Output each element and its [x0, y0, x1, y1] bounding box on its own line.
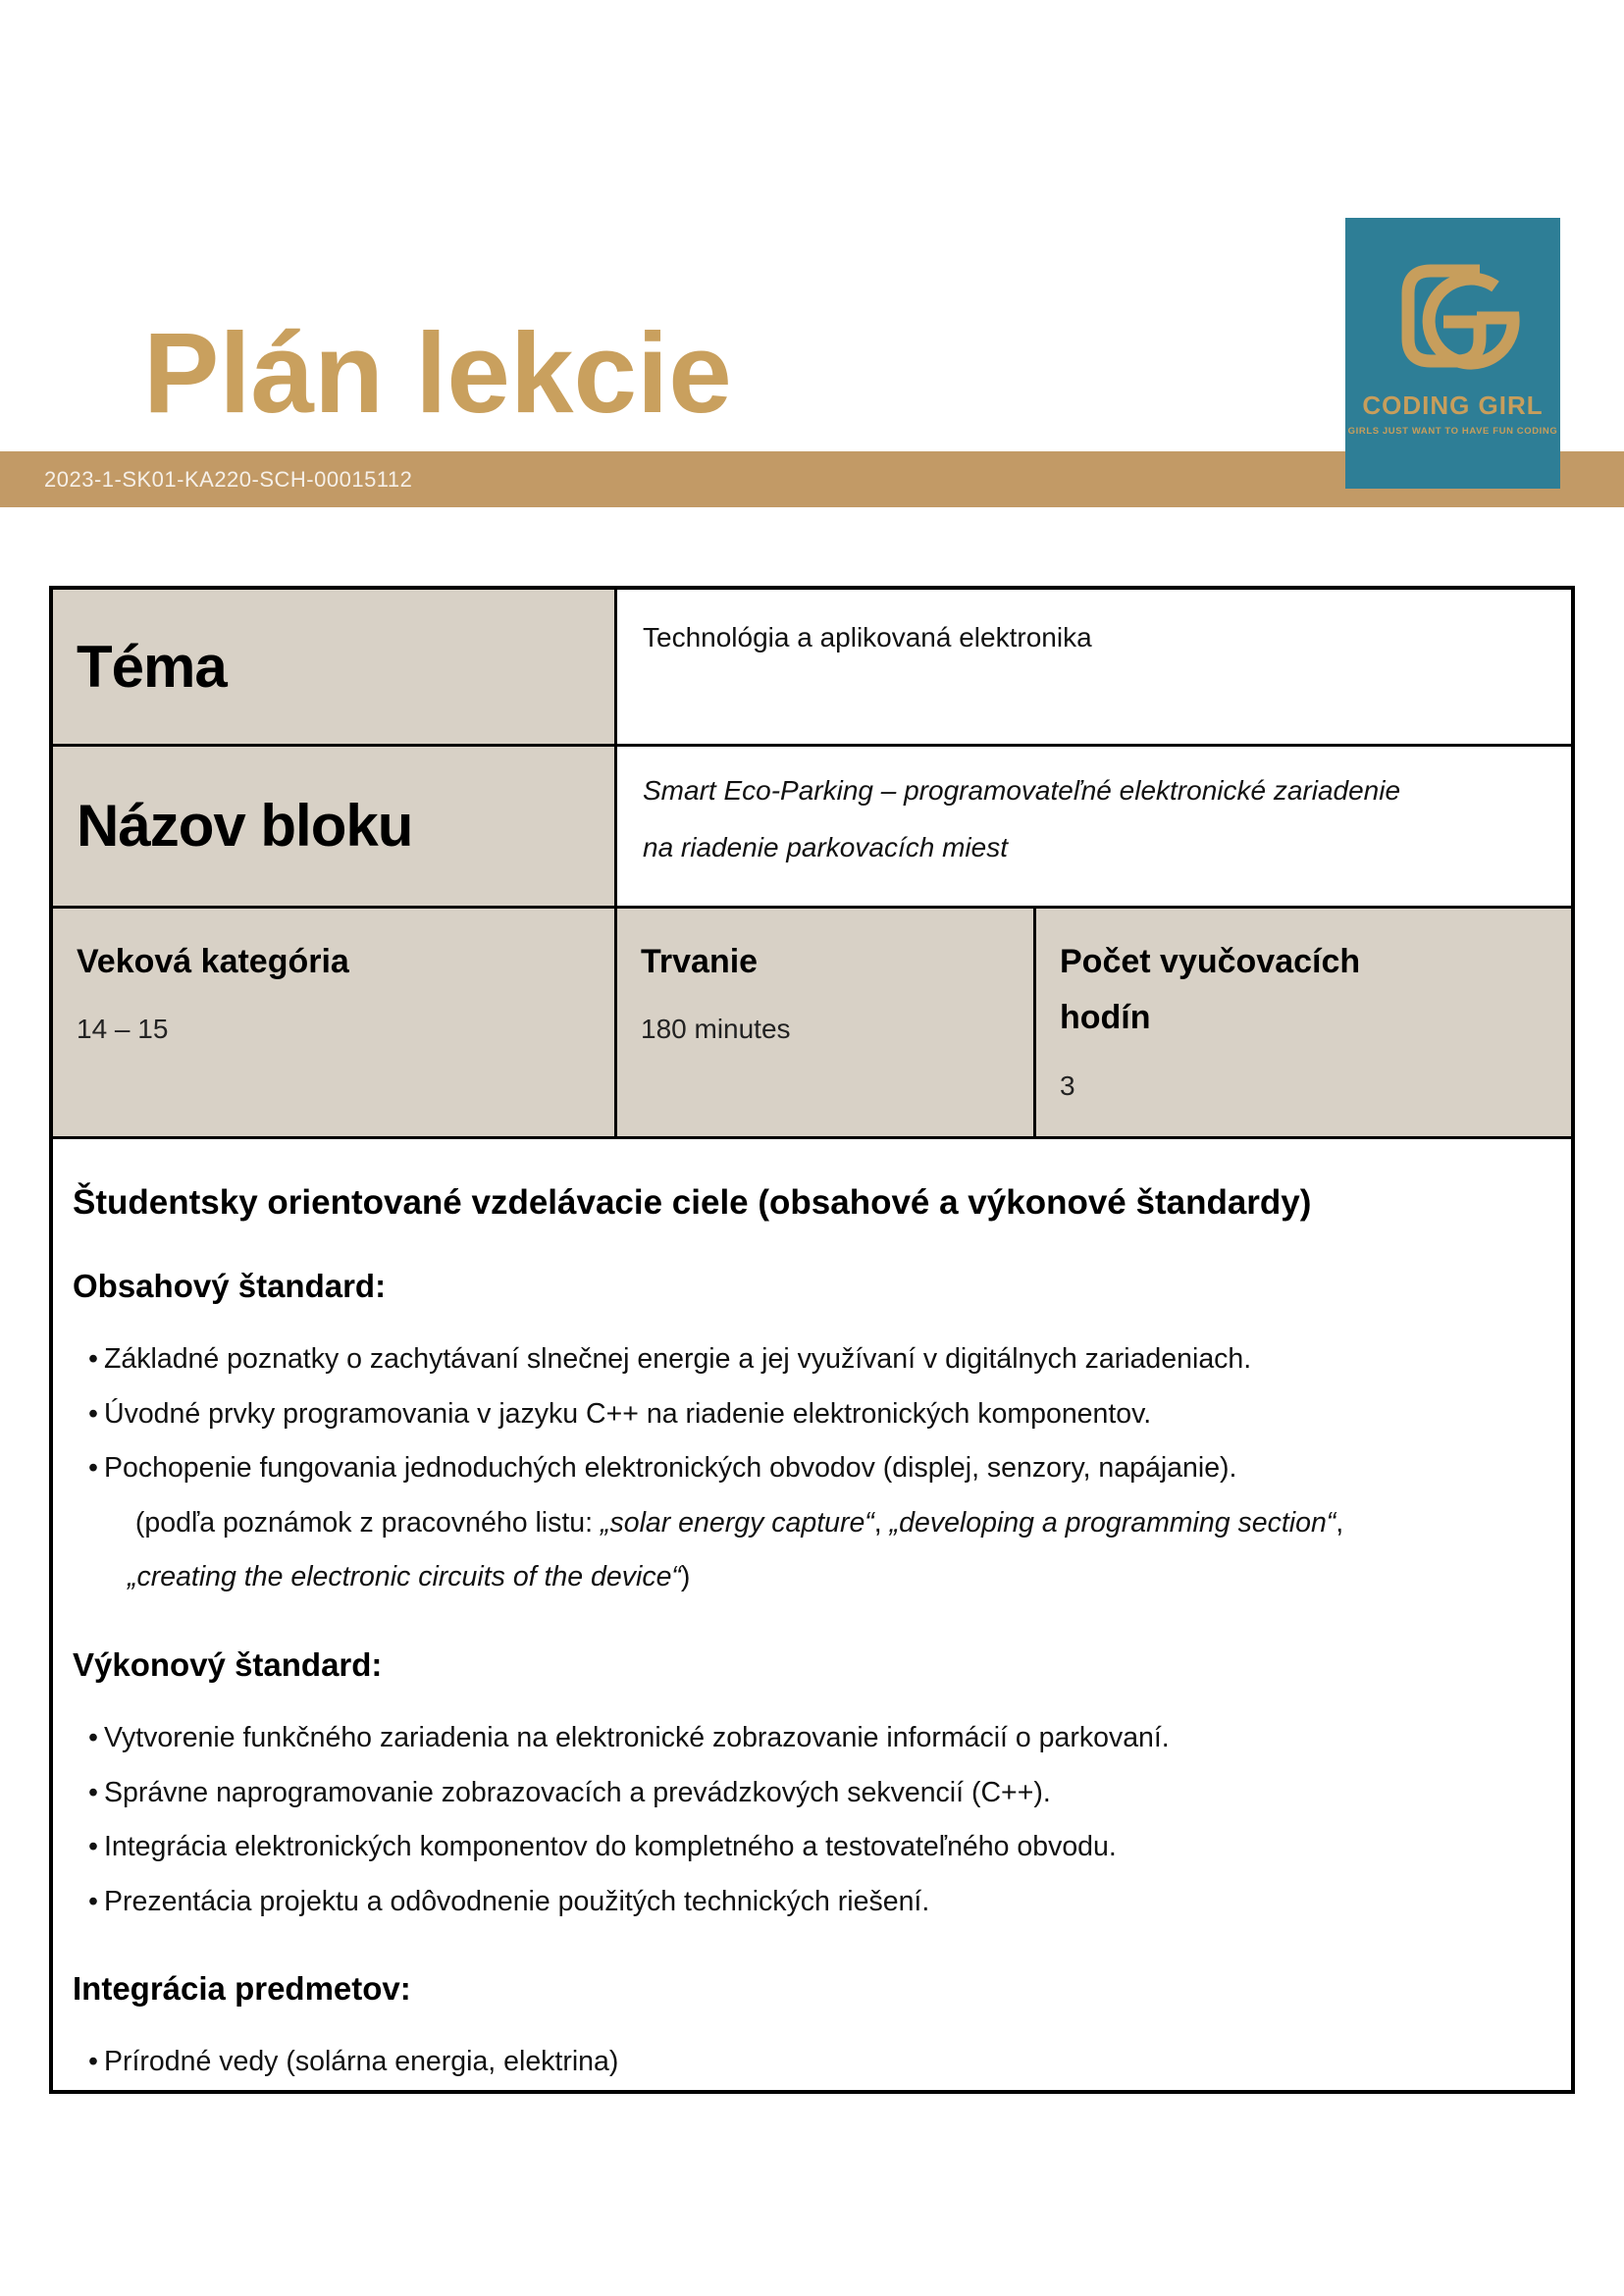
bullet-item — [65, 1766, 1517, 1821]
table-row-tema — [53, 590, 1571, 744]
tema-label: Téma — [53, 590, 617, 744]
bullet-text: Prezentácia projektu a odôvodnenie použitých technických riešení. — [104, 1885, 930, 1917]
bullet-item — [65, 1820, 1517, 1875]
page-title: Plán lekcie — [143, 309, 732, 437]
tema-value: Technológia a aplikovaná elektronika — [643, 622, 1092, 652]
logo-name: CODING GIRL — [1362, 391, 1544, 420]
bullet-text: Pochopenie fungovania jednoduchých elektronických obvodov (displej, senzory, napájanie). — [104, 1452, 1237, 1485]
bullet-marker-icon: • — [88, 1776, 98, 1808]
bullet-text: Prírodné vedy (solárna energia, elektrina) — [104, 2046, 619, 2078]
pocet-hodin-value: 3 — [1060, 1070, 1075, 1102]
bullet-item — [65, 1441, 1517, 1496]
bullet-item — [65, 1387, 1517, 1442]
bullet-marker-icon: • — [88, 1452, 98, 1485]
bullet-item — [65, 1711, 1517, 1766]
vekova-kategoria-value: 14 – 15 — [77, 1014, 169, 1045]
bullet-marker-icon: • — [88, 1343, 98, 1375]
bullet-continuation: „creating the electronic circuits of the device“) — [128, 1561, 691, 1593]
bullet-item — [65, 1875, 1517, 1930]
table-row-nazov-bloku — [53, 744, 1571, 905]
trvanie-value: 180 minutes — [641, 1014, 791, 1045]
bullet-marker-icon: • — [88, 1831, 98, 1863]
bullet-text: Úvodné prvky programovania v jazyku C++ na riadenie elektronických komponentov. — [104, 1397, 1152, 1430]
bullet-text: Vytvorenie funkčného zariadenia na elektronické zobrazovanie informácií o parkovaní. — [104, 1722, 1170, 1753]
lesson-plan-table — [49, 586, 1575, 2094]
bullet-text: Správne naprogramovanie zobrazovacích a prevádzkových sekvencií (C++). — [104, 1776, 1051, 1808]
table-row-meta — [53, 906, 1571, 1136]
table-row-objectives — [53, 1136, 1571, 2090]
pocet-hodin-label: Počet vyučovacích hodín — [1060, 942, 1361, 1037]
bullet-marker-icon: • — [88, 1885, 98, 1917]
trvanie-cell — [617, 909, 1036, 1136]
section-heading: Študentsky orientované vzdelávacie ciele (obsahové a výkonové štandardy) — [73, 1182, 1312, 1222]
nazov-bloku-label: Názov bloku — [53, 747, 617, 905]
vekova-kategoria-cell — [53, 909, 617, 1136]
subsection-title: Obsahový štandard: — [73, 1267, 387, 1304]
objectives-cell — [53, 1139, 1571, 2090]
double-g-monogram-icon — [1385, 247, 1522, 385]
bullet-text: Integrácia elektronických komponentov do kompletného a testovateľného obvodu. — [104, 1831, 1117, 1863]
pocet-hodin-cell — [1036, 909, 1571, 1136]
bullet-text: Základné poznatky o zachytávaní slnečnej energie a jej využívaní v digitálnych zariadeniach. — [104, 1343, 1252, 1375]
bullet-marker-icon: • — [88, 1722, 98, 1753]
trvanie-label: Trvanie — [641, 942, 759, 980]
bullet-item — [65, 2035, 1517, 2090]
bullet-marker-icon: • — [88, 2046, 98, 2078]
subsection-title: Výkonový štandard: — [73, 1645, 383, 1683]
logo-tagline: GIRLS JUST WANT TO HAVE FUN CODING — [1347, 426, 1558, 437]
bullet-item — [65, 1332, 1517, 1387]
subsection-title: Integrácia predmetov: — [73, 1970, 411, 2008]
bullet-continuation: (podľa poznámok z pracovného listu: „solar energy capture“, „developing a programming section“, — [128, 1506, 1344, 1539]
coding-girl-logo — [1345, 218, 1560, 489]
project-code: 2023-1-SK01-KA220-SCH-00015112 — [44, 466, 413, 492]
vekova-kategoria-label: Veková kategória — [77, 942, 349, 980]
nazov-bloku-value: Smart Eco-Parking – programovateľné elektronické zariadenie na riadenie parkovacích miest — [643, 775, 1401, 862]
bullet-marker-icon: • — [88, 1397, 98, 1430]
